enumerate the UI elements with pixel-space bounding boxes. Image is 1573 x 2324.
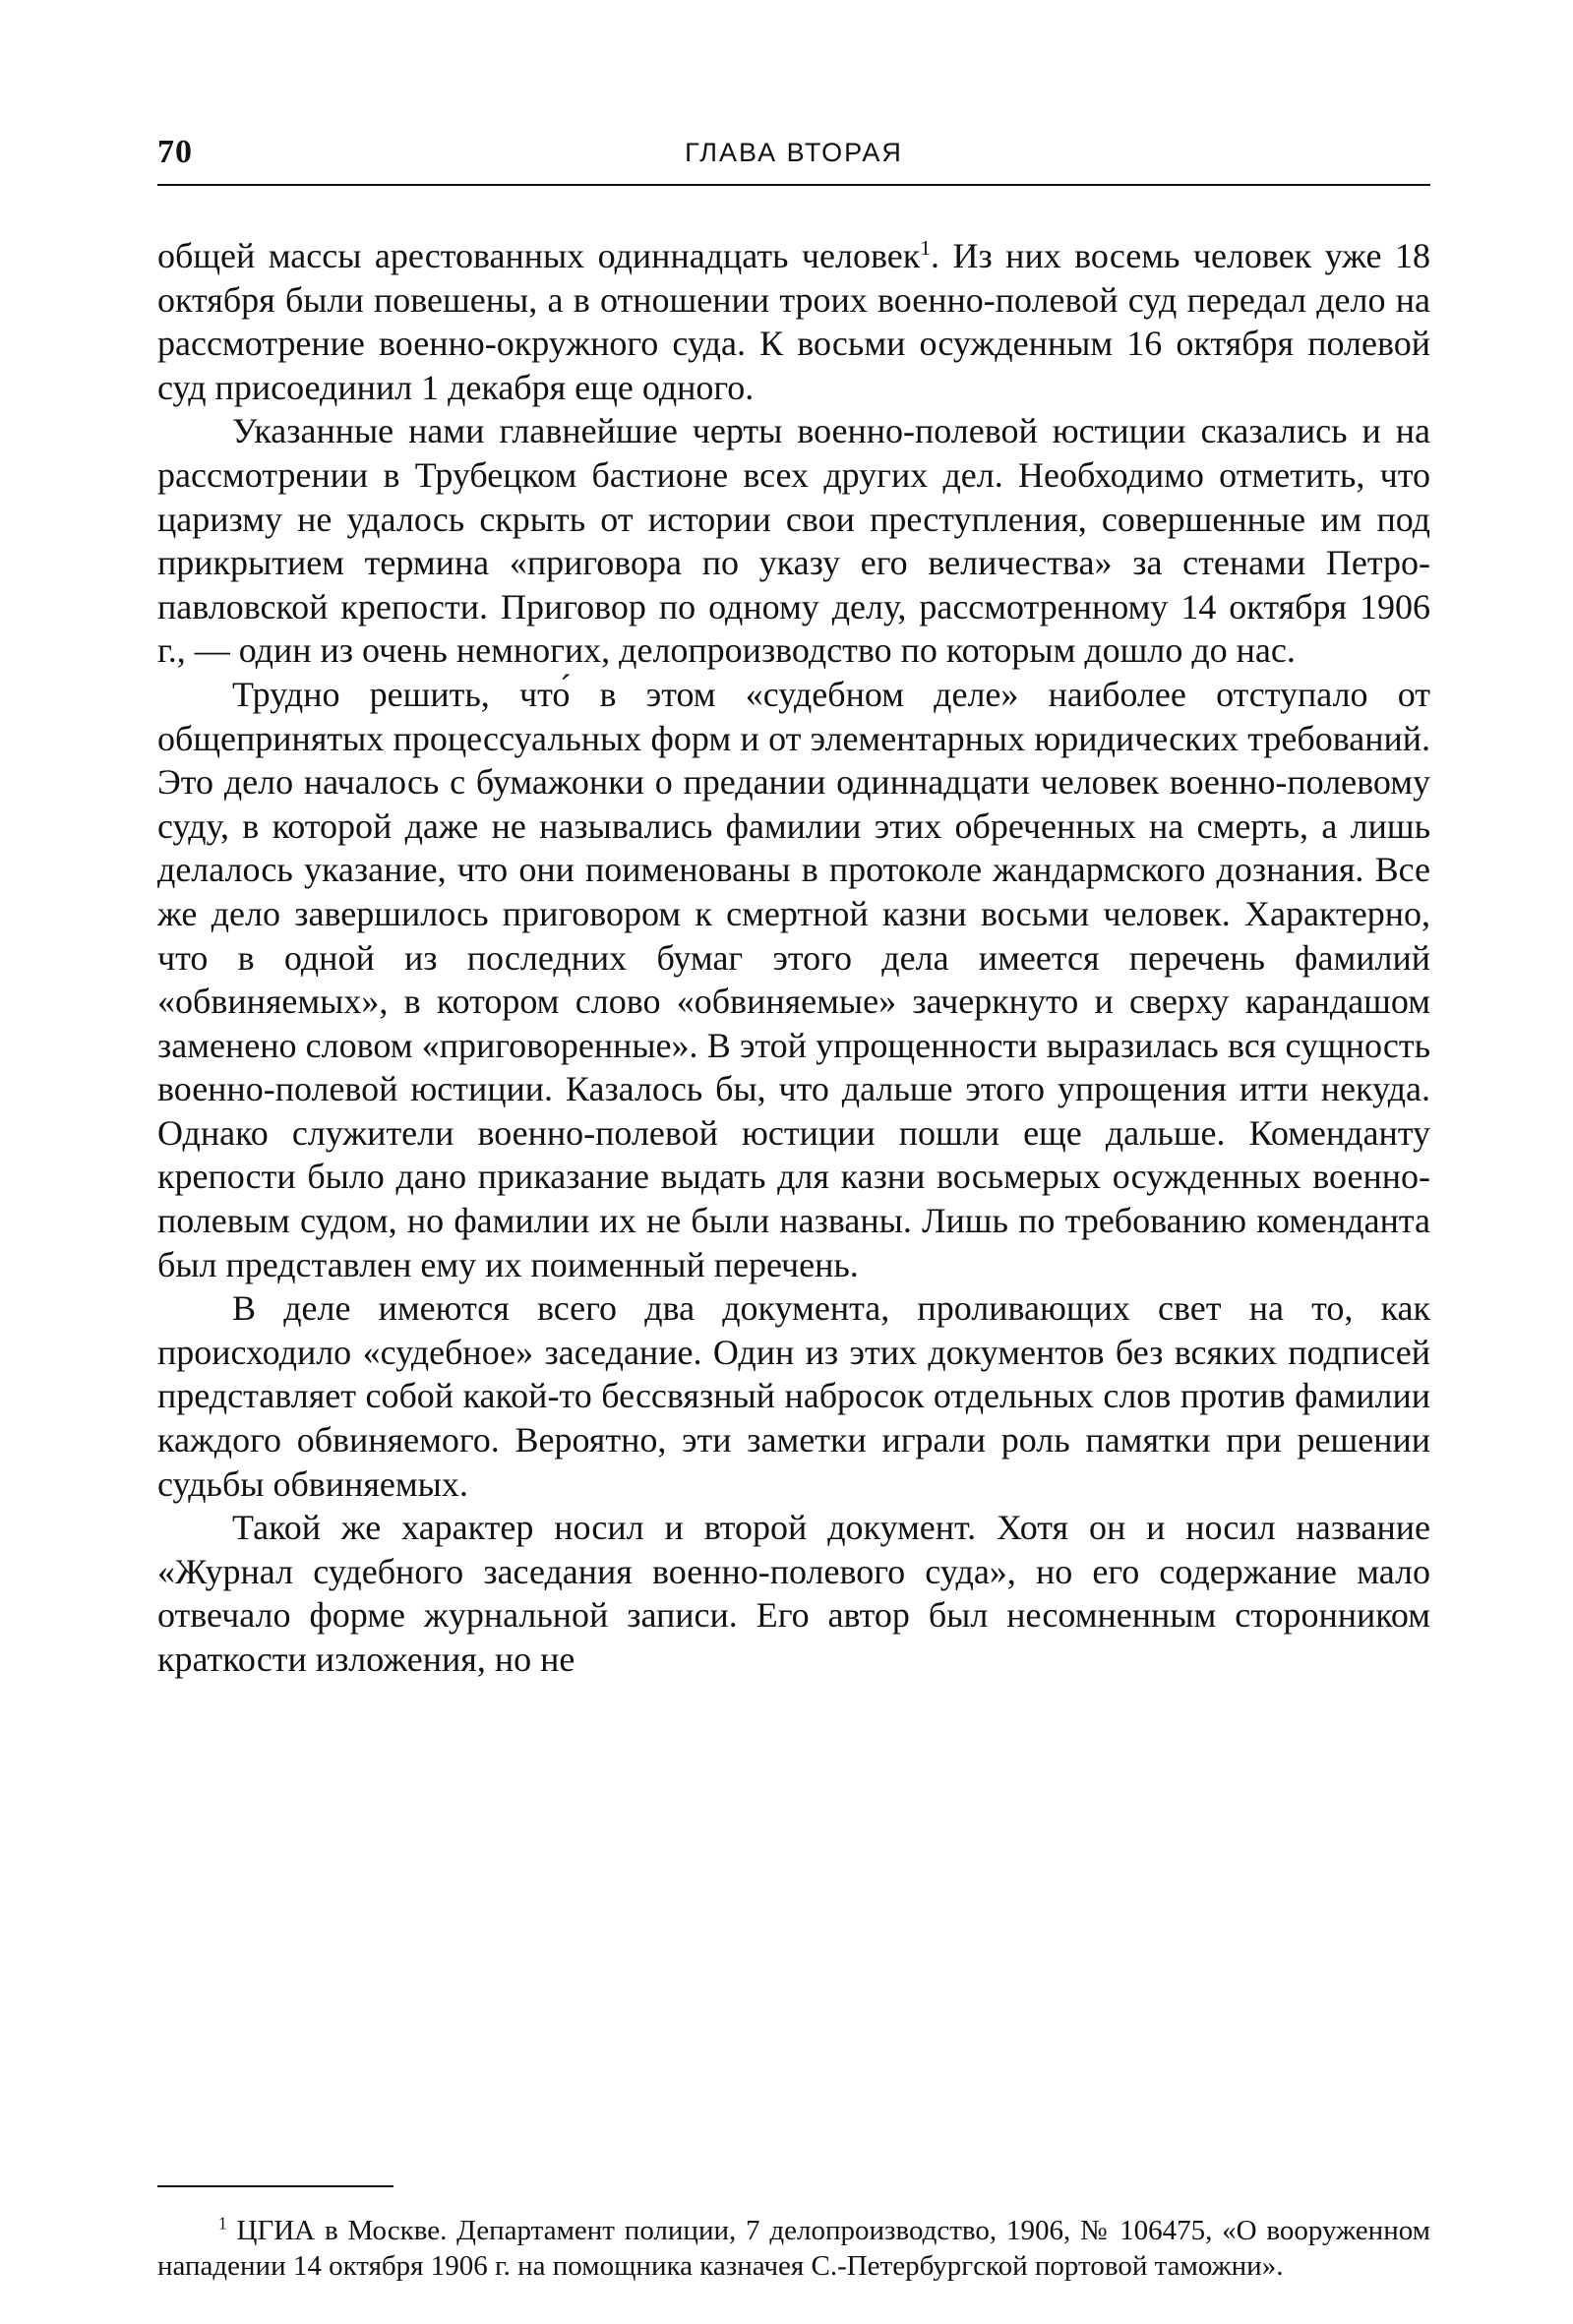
paragraph: В деле имеются всего два документа, проливающих свет на то, как происходило «судебное» заседание. Один из этих документов без всяких подписей представляет собой какой-то бессвязный набросок отдельных слов против фамилии каждого обвиняемого. Вероятно, эти заметки играли роль памятки при решении судьбы обвиняемых. — [157, 1288, 1430, 1504]
main-text — [157, 234, 1430, 1682]
paragraph: Такой же характер носил и второй документ. Хотя он и носил название «Журнал судебного заседания военно-полевого суда», но его содержание мало отвечало форме журнальной записи. Его автор был несомненным сторонником краткости изложения, но не — [157, 1508, 1430, 1679]
footnote-rule — [157, 2185, 393, 2187]
footnote-item — [157, 2213, 1430, 2284]
running-head — [157, 134, 1430, 173]
footnote-marker: 1 — [218, 2213, 227, 2234]
paragraph: Указанные нами главнейшие черты военно-полевой юстиции сказались и на рассмотрении в Трубецком бастионе всех других дел. Необходимо отметить, что царизму не удалось скрыть от истории свои преступления, совершенные им под прикрытием термина «приговора по указу его величества» за стенами Петропавловской крепости. Приговор по одному делу, рассмотренному 14 октября 1906 г., — один из очень немногих, делопроизводство по которым дошло до нас. — [157, 411, 1430, 671]
page-number: 70 — [157, 134, 193, 170]
footnote-ref[interactable]: 1 — [920, 236, 932, 260]
paragraph: Трудно решить, что́ в этом «судебном деле» наиболее отступало от общепринятых процессуальных форм и от элементарных юридических требований. Это дело началось с бумажонки о предании одиннадцати человек военно-полевому суду, в которой даже не назывались фамилии этих обреченных на смерть, а лишь делалось указание, что они поименованы в протоколе жандармского дознания. Все же дело завершилось приговором к смертной казни восьми человек. Характерно, что в одной из последних бумаг этого дела имеется перечень фамилий «обвиняемых», в котором слово «обвиняемые» зачеркнуто и сверху карандашом заменено словом «приговоренные». В этой упрощенности выразилась вся сущность военно-полевой юстиции. Казалось бы, что дальше этого упрощения итти некуда. Однако служители военно-полевой юстиции пошли еще дальше. Коменданту крепости было дано приказание выдать для казни восьмерых осужденных военнополевым судом, но фамилии их не были названы. Лишь по требованию коменданта был представлен ему их поименный перечень. — [157, 674, 1430, 1284]
header-rule — [157, 184, 1430, 186]
paragraph-text: общей массы арестованных одиннадцать человек — [157, 236, 921, 275]
footnote — [157, 2213, 1430, 2284]
chapter-title: ГЛАВА ВТОРАЯ — [685, 138, 903, 167]
footnote-text: ЦГИА в Москве. Департамент полиции, 7 делопроизводство, 1906, № 106475, «О вооруженном нападении 14 октября 1906 г. на помощника казначея С.-Петербургской портовой таможни». — [157, 2215, 1431, 2282]
paragraph — [157, 234, 1430, 409]
paragraph-text-continued: . Из них восемь человек уже 18 октября были повешены, а в отношении троих военно-полевой суд передал дело на рассмотрение военно-окружного суда. К восьми осужденным 16 октября полевой суд присоединил 1 декабря еще одного. — [157, 236, 1430, 407]
